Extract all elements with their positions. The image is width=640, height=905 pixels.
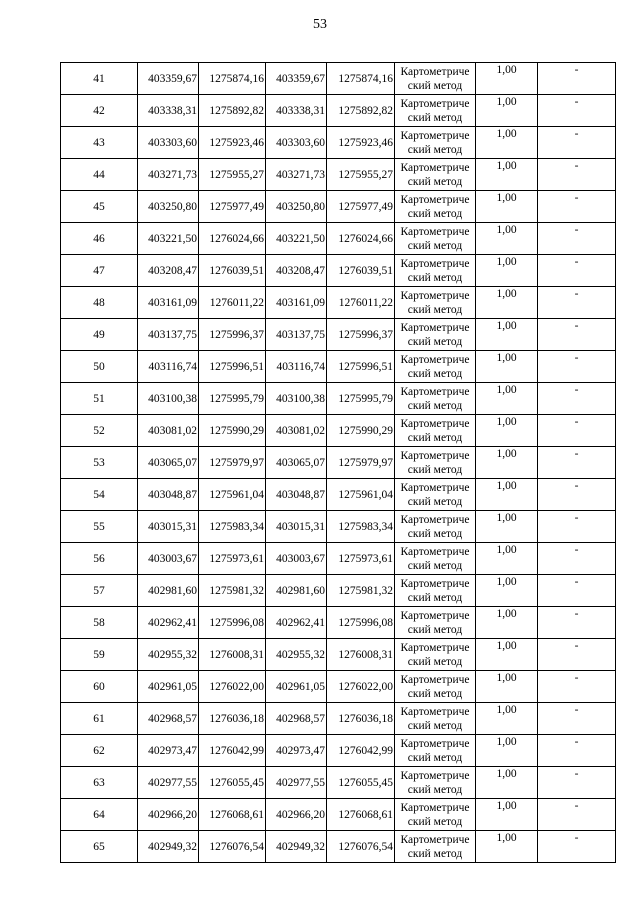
accuracy-cell: 1,00 [476,383,538,415]
method-line-1: Картометриче [400,225,470,238]
point-number-cell: 45 [61,191,138,223]
x-coordinate-cell: 402977,55 [138,767,199,799]
method-line-2: ский метод [407,79,463,92]
method-cell [395,447,476,479]
method-line-2: ский метод [407,655,463,668]
y-coordinate-cell: 1275892,82 [327,95,395,127]
x-coordinate-cell: 403048,87 [266,479,327,511]
note-cell: - [538,191,616,223]
accuracy-cell: 1,00 [476,159,538,191]
y-coordinate-cell: 1275973,61 [327,543,395,575]
note-cell: - [538,671,616,703]
method-cell [395,511,476,543]
page-number: 53 [313,17,327,32]
method-line-2: ский метод [407,143,463,156]
point-number-cell: 60 [61,671,138,703]
y-coordinate-cell: 1276024,66 [327,223,395,255]
point-number-cell: 62 [61,735,138,767]
point-number-cell: 52 [61,415,138,447]
method-cell [395,191,476,223]
y-coordinate-cell: 1275981,32 [327,575,395,607]
x-coordinate-cell: 403003,67 [138,543,199,575]
point-number-cell: 50 [61,351,138,383]
x-coordinate-cell: 403221,50 [138,223,199,255]
x-coordinate-cell: 402973,47 [266,735,327,767]
note-cell: - [538,319,616,351]
method-line-2: ский метод [407,687,463,700]
point-number-cell: 56 [61,543,138,575]
y-coordinate-cell: 1276055,45 [327,767,395,799]
point-number-cell: 48 [61,287,138,319]
x-coordinate-cell: 402955,32 [138,639,199,671]
x-coordinate-cell: 403081,02 [266,415,327,447]
method-line-1: Картометриче [400,801,470,814]
table-row [61,95,616,127]
x-coordinate-cell: 403116,74 [266,351,327,383]
x-coordinate-cell: 403303,60 [138,127,199,159]
accuracy-cell: 1,00 [476,287,538,319]
method-line-1: Картометриче [400,769,470,782]
method-line-1: Картометриче [400,641,470,654]
x-coordinate-cell: 403048,87 [138,479,199,511]
accuracy-cell: 1,00 [476,639,538,671]
method-cell [395,735,476,767]
method-line-2: ский метод [407,559,463,572]
method-line-2: ский метод [407,623,463,636]
note-cell: - [538,703,616,735]
point-number-cell: 51 [61,383,138,415]
table-row [61,575,616,607]
accuracy-cell: 1,00 [476,255,538,287]
x-coordinate-cell: 403137,75 [138,319,199,351]
method-cell [395,255,476,287]
method-cell [395,415,476,447]
y-coordinate-cell: 1276039,51 [327,255,395,287]
accuracy-cell: 1,00 [476,63,538,95]
method-line-1: Картометриче [400,385,470,398]
accuracy-cell: 1,00 [476,95,538,127]
y-coordinate-cell: 1275996,08 [327,607,395,639]
x-coordinate-cell: 403250,80 [138,191,199,223]
x-coordinate-cell: 402962,41 [138,607,199,639]
accuracy-cell: 1,00 [476,415,538,447]
table-row [61,255,616,287]
method-line-2: ский метод [407,527,463,540]
y-coordinate-cell: 1275874,16 [327,63,395,95]
table-row [61,479,616,511]
point-number-cell: 42 [61,95,138,127]
point-number-cell: 58 [61,607,138,639]
method-cell [395,287,476,319]
method-line-2: ский метод [407,207,463,220]
method-line-1: Картометриче [400,289,470,302]
accuracy-cell: 1,00 [476,223,538,255]
note-cell: - [538,351,616,383]
point-number-cell: 53 [61,447,138,479]
method-line-2: ский метод [407,303,463,316]
y-coordinate-cell: 1275874,16 [199,63,266,95]
note-cell: - [538,575,616,607]
point-number-cell: 64 [61,799,138,831]
method-cell [395,575,476,607]
method-line-2: ский метод [407,815,463,828]
accuracy-cell: 1,00 [476,831,538,863]
method-line-2: ский метод [407,495,463,508]
method-line-2: ский метод [407,271,463,284]
x-coordinate-cell: 402949,32 [138,831,199,863]
accuracy-cell: 1,00 [476,671,538,703]
note-cell: - [538,255,616,287]
method-cell [395,767,476,799]
method-line-1: Картометриче [400,129,470,142]
x-coordinate-cell: 403338,31 [138,95,199,127]
y-coordinate-cell: 1275892,82 [199,95,266,127]
note-cell: - [538,607,616,639]
method-cell [395,383,476,415]
point-number-cell: 63 [61,767,138,799]
y-coordinate-cell: 1275983,34 [327,511,395,543]
method-line-1: Картометриче [400,193,470,206]
note-cell: - [538,735,616,767]
x-coordinate-cell: 402968,57 [266,703,327,735]
y-coordinate-cell: 1275923,46 [199,127,266,159]
y-coordinate-cell: 1275995,79 [199,383,266,415]
method-cell [395,671,476,703]
y-coordinate-cell: 1275973,61 [199,543,266,575]
point-number-cell: 54 [61,479,138,511]
method-line-2: ский метод [407,783,463,796]
x-coordinate-cell: 403161,09 [266,287,327,319]
y-coordinate-cell: 1276022,00 [199,671,266,703]
method-line-2: ский метод [407,367,463,380]
note-cell: - [538,287,616,319]
x-coordinate-cell: 403100,38 [266,383,327,415]
note-cell: - [538,127,616,159]
table-row [61,607,616,639]
y-coordinate-cell: 1275996,51 [327,351,395,383]
y-coordinate-cell: 1276024,66 [199,223,266,255]
table-row [61,319,616,351]
point-number-cell: 49 [61,319,138,351]
table-row [61,543,616,575]
x-coordinate-cell: 403208,47 [266,255,327,287]
x-coordinate-cell: 403303,60 [266,127,327,159]
x-coordinate-cell: 403100,38 [138,383,199,415]
method-cell [395,799,476,831]
method-cell [395,703,476,735]
method-line-2: ский метод [407,847,463,860]
accuracy-cell: 1,00 [476,799,538,831]
method-line-1: Картометриче [400,161,470,174]
method-line-1: Картометриче [400,545,470,558]
y-coordinate-cell: 1276036,18 [199,703,266,735]
method-line-1: Картометриче [400,833,470,846]
table-row [61,767,616,799]
y-coordinate-cell: 1276008,31 [327,639,395,671]
method-cell [395,127,476,159]
method-cell [395,95,476,127]
y-coordinate-cell: 1276042,99 [327,735,395,767]
table-row [61,511,616,543]
table-row [61,159,616,191]
point-number-cell: 47 [61,255,138,287]
note-cell: - [538,511,616,543]
x-coordinate-cell: 402977,55 [266,767,327,799]
accuracy-cell: 1,00 [476,319,538,351]
x-coordinate-cell: 402968,57 [138,703,199,735]
method-cell [395,223,476,255]
point-number-cell: 44 [61,159,138,191]
method-line-1: Картометриче [400,609,470,622]
x-coordinate-cell: 403065,07 [266,447,327,479]
point-number-cell: 46 [61,223,138,255]
y-coordinate-cell: 1276008,31 [199,639,266,671]
method-line-2: ский метод [407,335,463,348]
y-coordinate-cell: 1276042,99 [199,735,266,767]
method-cell [395,159,476,191]
y-coordinate-cell: 1275983,34 [199,511,266,543]
y-coordinate-cell: 1275990,29 [327,415,395,447]
point-number-cell: 65 [61,831,138,863]
method-line-1: Картометриче [400,257,470,270]
method-cell [395,639,476,671]
y-coordinate-cell: 1276055,45 [199,767,266,799]
x-coordinate-cell: 402981,60 [138,575,199,607]
accuracy-cell: 1,00 [476,735,538,767]
accuracy-cell: 1,00 [476,447,538,479]
accuracy-cell: 1,00 [476,479,538,511]
x-coordinate-cell: 403250,80 [266,191,327,223]
point-number-cell: 59 [61,639,138,671]
note-cell: - [538,447,616,479]
method-line-2: ский метод [407,463,463,476]
x-coordinate-cell: 403221,50 [266,223,327,255]
x-coordinate-cell: 403208,47 [138,255,199,287]
x-coordinate-cell: 403359,67 [266,63,327,95]
method-cell [395,543,476,575]
x-coordinate-cell: 402966,20 [138,799,199,831]
accuracy-cell: 1,00 [476,543,538,575]
note-cell: - [538,799,616,831]
table-row [61,191,616,223]
note-cell: - [538,479,616,511]
table-row [61,223,616,255]
x-coordinate-cell: 403359,67 [138,63,199,95]
method-line-1: Картометриче [400,513,470,526]
accuracy-cell: 1,00 [476,767,538,799]
note-cell: - [538,159,616,191]
note-cell: - [538,415,616,447]
y-coordinate-cell: 1276011,22 [199,287,266,319]
table-row [61,831,616,863]
method-line-2: ский метод [407,175,463,188]
y-coordinate-cell: 1275996,37 [327,319,395,351]
table-row [61,415,616,447]
y-coordinate-cell: 1275996,08 [199,607,266,639]
note-cell: - [538,767,616,799]
y-coordinate-cell: 1276022,00 [327,671,395,703]
y-coordinate-cell: 1276011,22 [327,287,395,319]
y-coordinate-cell: 1275977,49 [327,191,395,223]
table-body [61,63,616,863]
note-cell: - [538,223,616,255]
point-number-cell: 61 [61,703,138,735]
y-coordinate-cell: 1275955,27 [327,159,395,191]
table-row [61,447,616,479]
x-coordinate-cell: 402961,05 [138,671,199,703]
method-line-1: Картометриче [400,577,470,590]
method-line-1: Картометриче [400,449,470,462]
point-number-cell: 41 [61,63,138,95]
method-line-2: ский метод [407,751,463,764]
table-row [61,671,616,703]
method-line-2: ский метод [407,111,463,124]
y-coordinate-cell: 1275979,97 [199,447,266,479]
method-line-1: Картометриче [400,321,470,334]
method-line-2: ский метод [407,591,463,604]
x-coordinate-cell: 403116,74 [138,351,199,383]
method-line-2: ский метод [407,399,463,412]
method-line-1: Картометриче [400,97,470,110]
x-coordinate-cell: 402966,20 [266,799,327,831]
x-coordinate-cell: 402955,32 [266,639,327,671]
y-coordinate-cell: 1275923,46 [327,127,395,159]
note-cell: - [538,63,616,95]
x-coordinate-cell: 402961,05 [266,671,327,703]
table-row [61,639,616,671]
x-coordinate-cell: 403161,09 [138,287,199,319]
y-coordinate-cell: 1276076,54 [199,831,266,863]
accuracy-cell: 1,00 [476,191,538,223]
method-cell [395,831,476,863]
note-cell: - [538,543,616,575]
accuracy-cell: 1,00 [476,511,538,543]
y-coordinate-cell: 1275995,79 [327,383,395,415]
method-cell [395,63,476,95]
table-row [61,287,616,319]
method-cell [395,351,476,383]
accuracy-cell: 1,00 [476,127,538,159]
method-line-1: Картометриче [400,737,470,750]
table-row [61,351,616,383]
note-cell: - [538,639,616,671]
method-line-2: ский метод [407,239,463,252]
y-coordinate-cell: 1275979,97 [327,447,395,479]
point-number-cell: 57 [61,575,138,607]
x-coordinate-cell: 402962,41 [266,607,327,639]
accuracy-cell: 1,00 [476,351,538,383]
x-coordinate-cell: 403338,31 [266,95,327,127]
method-cell [395,607,476,639]
y-coordinate-cell: 1275990,29 [199,415,266,447]
y-coordinate-cell: 1275981,32 [199,575,266,607]
y-coordinate-cell: 1276068,61 [327,799,395,831]
method-line-2: ский метод [407,431,463,444]
x-coordinate-cell: 402949,32 [266,831,327,863]
note-cell: - [538,383,616,415]
method-cell [395,319,476,351]
y-coordinate-cell: 1276039,51 [199,255,266,287]
y-coordinate-cell: 1275961,04 [199,479,266,511]
x-coordinate-cell: 403015,31 [138,511,199,543]
note-cell: - [538,95,616,127]
method-line-1: Картометриче [400,481,470,494]
accuracy-cell: 1,00 [476,607,538,639]
table-row [61,127,616,159]
table-row [61,383,616,415]
table-row [61,735,616,767]
method-line-1: Картометриче [400,417,470,430]
x-coordinate-cell: 403271,73 [266,159,327,191]
y-coordinate-cell: 1276076,54 [327,831,395,863]
y-coordinate-cell: 1275996,37 [199,319,266,351]
table-row [61,703,616,735]
method-line-1: Картометриче [400,353,470,366]
method-line-2: ский метод [407,719,463,732]
table-row [61,63,616,95]
method-line-1: Картометриче [400,65,470,78]
x-coordinate-cell: 402973,47 [138,735,199,767]
x-coordinate-cell: 403003,67 [266,543,327,575]
method-line-1: Картометриче [400,705,470,718]
x-coordinate-cell: 403137,75 [266,319,327,351]
x-coordinate-cell: 402981,60 [266,575,327,607]
y-coordinate-cell: 1275996,51 [199,351,266,383]
y-coordinate-cell: 1276036,18 [327,703,395,735]
y-coordinate-cell: 1275977,49 [199,191,266,223]
y-coordinate-cell: 1275961,04 [327,479,395,511]
x-coordinate-cell: 403015,31 [266,511,327,543]
x-coordinate-cell: 403271,73 [138,159,199,191]
x-coordinate-cell: 403065,07 [138,447,199,479]
y-coordinate-cell: 1276068,61 [199,799,266,831]
y-coordinate-cell: 1275955,27 [199,159,266,191]
x-coordinate-cell: 403081,02 [138,415,199,447]
table-row [61,799,616,831]
method-cell [395,479,476,511]
coordinates-table [60,62,616,863]
point-number-cell: 43 [61,127,138,159]
accuracy-cell: 1,00 [476,703,538,735]
note-cell: - [538,831,616,863]
accuracy-cell: 1,00 [476,575,538,607]
method-line-1: Картометриче [400,673,470,686]
point-number-cell: 55 [61,511,138,543]
